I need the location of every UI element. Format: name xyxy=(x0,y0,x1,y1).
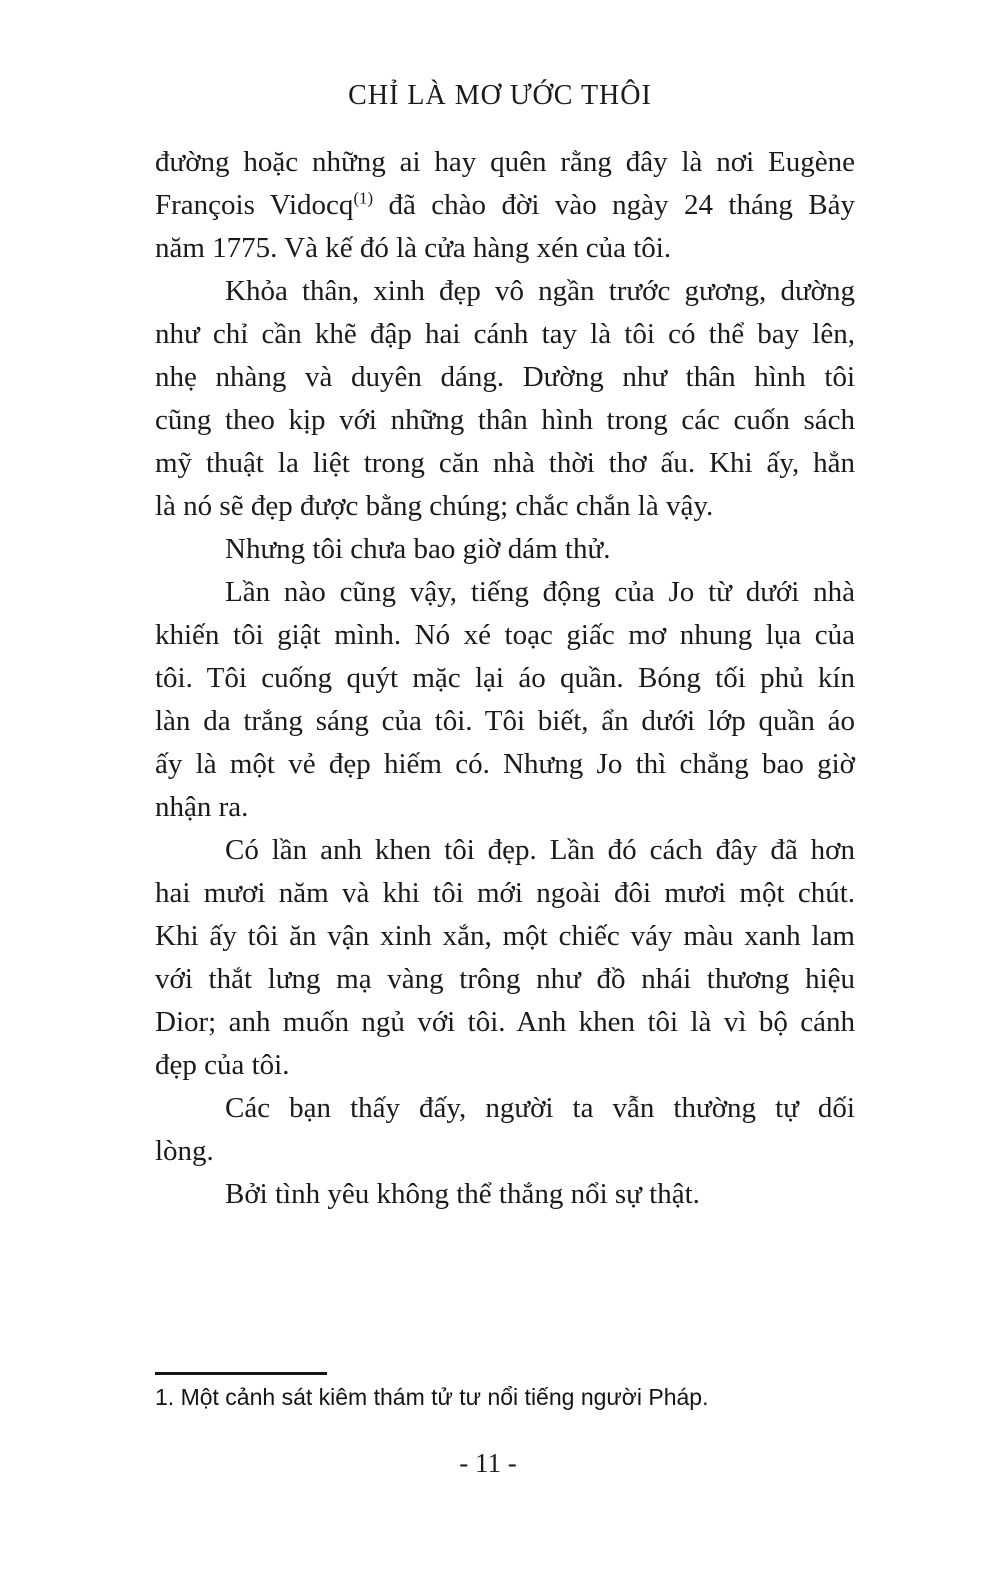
text-line: Bởi tình yêu không thể thắng nổi sự thật. xyxy=(225,1178,700,1210)
text-line: ấy là một vẻ đẹp hiếm có. Nhưng Jo thì chẳng bao giờ xyxy=(155,748,855,780)
footnote-reference-marker: (1) xyxy=(353,188,374,208)
chapter-running-head: CHỈ LÀ MƠ ƯỚC THÔI xyxy=(348,80,652,111)
text-line: như chỉ cần khẽ đập hai cánh tay là tôi có thể bay lên, xyxy=(155,318,855,350)
body-text xyxy=(155,141,855,1216)
footnote-divider xyxy=(155,1372,327,1375)
text-line: với thắt lưng mạ vàng trông như đồ nhái thương hiệu xyxy=(155,963,855,995)
text-line: nhẹ nhàng và duyên dáng. Dường như thân hình tôi xyxy=(155,361,855,393)
text-line: hai mươi năm và khi tôi mới ngoài đôi mươi một chút. xyxy=(155,877,855,909)
text-line: Khi ấy tôi ăn vận xinh xắn, một chiếc váy màu xanh lam xyxy=(155,920,855,952)
text-line: lòng. xyxy=(155,1135,214,1167)
text-line: nhận ra. xyxy=(155,791,249,823)
text-line: đẹp của tôi. xyxy=(155,1049,290,1081)
text-line: Khỏa thân, xinh đẹp vô ngần trước gương, dường xyxy=(225,275,855,307)
text-line: tôi. Tôi cuống quýt mặc lại áo quần. Bóng tối phủ kín xyxy=(155,662,855,694)
text-line: François Vidocq$^{(1)}$ đã chào đời vào ngày 24 tháng Bảy xyxy=(155,188,855,221)
text-line: là nó sẽ đẹp được bằng chúng; chắc chắn là vậy. xyxy=(155,490,714,522)
footnote-text: 1. Một cảnh sát kiêm thám tử tư nổi tiếng người Pháp. xyxy=(155,1384,709,1410)
text-line: cũng theo kịp với những thân hình trong các cuốn sách xyxy=(155,404,855,436)
text-line: làn da trắng sáng của tôi. Tôi biết, ẩn dưới lớp quần áo xyxy=(155,705,855,737)
text-line: Dior; anh muốn ngủ với tôi. Anh khen tôi là vì bộ cánh xyxy=(155,1006,855,1038)
page-number: - 11 - xyxy=(459,1448,517,1478)
text-line: đường hoặc những ai hay quên rằng đây là nơi Eugène xyxy=(155,146,855,178)
text-line: năm 1775. Và kế đó là cửa hàng xén của tôi. xyxy=(155,232,672,264)
text-line: Nhưng tôi chưa bao giờ dám thử. xyxy=(225,533,611,565)
footnote-block xyxy=(155,1372,855,1412)
text-line: Lần nào cũng vậy, tiếng động của Jo từ dưới nhà xyxy=(225,576,855,608)
text-line: Có lần anh khen tôi đẹp. Lần đó cách đây đã hơn xyxy=(225,834,855,866)
text-line: Các bạn thấy đấy, người ta vẫn thường tự dối xyxy=(225,1092,855,1124)
text-line: khiến tôi giật mình. Nó xé toạc giấc mơ nhung lụa của xyxy=(155,619,855,651)
text-line: mỹ thuật la liệt trong căn nhà thời thơ ấu. Khi ấy, hẳn xyxy=(155,447,855,479)
